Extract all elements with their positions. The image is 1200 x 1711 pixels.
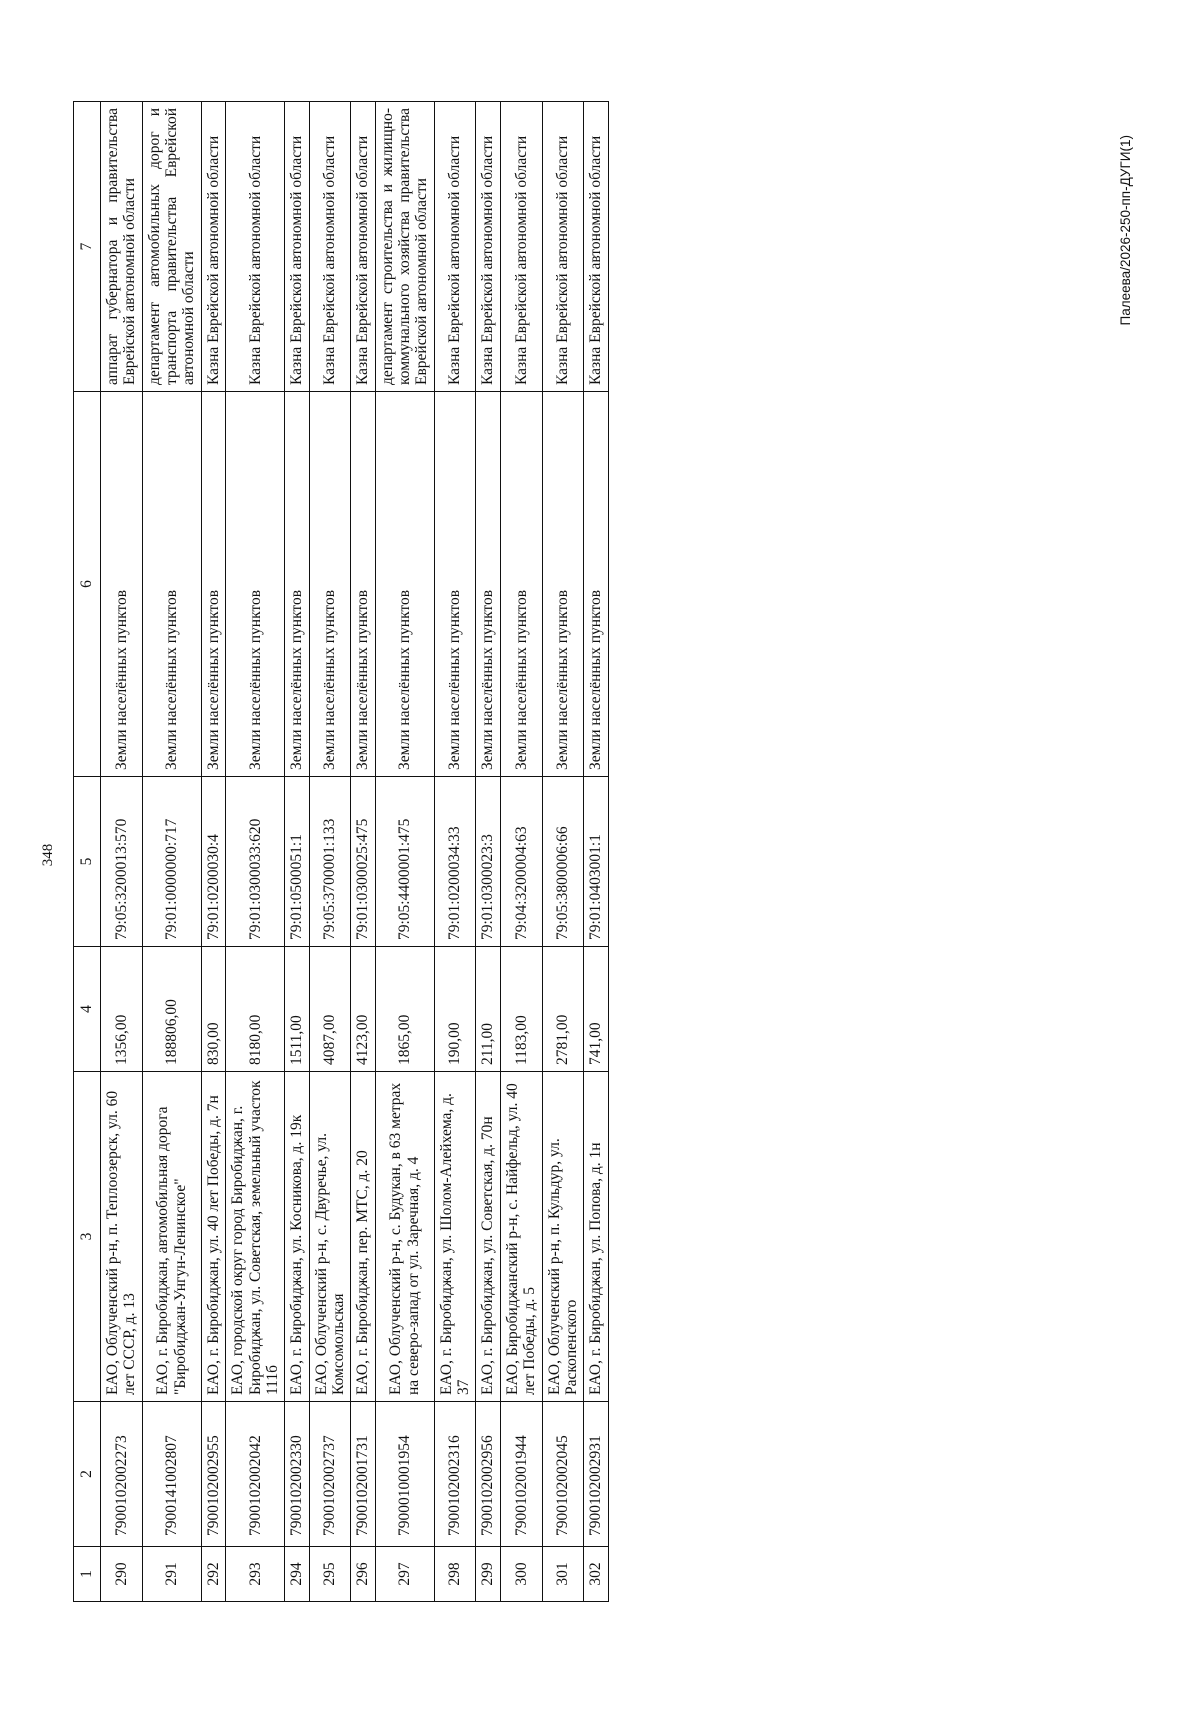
cadastral-number-cell: 79:01:0200034:33 — [434, 777, 476, 947]
table-row — [201, 102, 225, 1602]
cadastral-number-cell: 79:01:0300023:3 — [476, 777, 500, 947]
rights-holder-cell: Казна Еврейской автономной области — [434, 102, 476, 392]
land-category-cell: Земли населённых пунктов — [434, 392, 476, 777]
rotated-document-page — [35, 85, 1165, 1625]
table-row — [101, 102, 143, 1602]
area-cell: 1865,00 — [375, 947, 434, 1072]
area-cell: 8180,00 — [226, 947, 285, 1072]
area-cell: 211,00 — [476, 947, 500, 1072]
registry-code-cell: 7900102002042 — [226, 1402, 285, 1547]
area-cell: 4087,00 — [309, 947, 351, 1072]
registry-code-cell: 7900102002955 — [201, 1402, 225, 1547]
land-category-cell: Земли населённых пунктов — [101, 392, 143, 777]
address-cell: ЕАО, г. Биробиджан, автомобильная дорога "Биробиджан-Унгун-Ленинское" — [142, 1072, 201, 1402]
rights-holder-cell: Казна Еврейской автономной области — [476, 102, 500, 392]
cadastral-number-cell: 79:05:3700001:133 — [309, 777, 351, 947]
address-cell: ЕАО, г. Биробиджан, ул. 40 лет Победы, д. 7н — [201, 1072, 225, 1402]
area-cell: 1183,00 — [500, 947, 542, 1072]
table-row — [500, 102, 542, 1602]
land-category-cell: Земли населённых пунктов — [375, 392, 434, 777]
document-footer: Палеева/2026-250-пп-ДУГИ(1) — [1118, 135, 1133, 326]
column-header: 2 — [74, 1402, 101, 1547]
land-category-cell: Земли населённых пунктов — [142, 392, 201, 777]
registry-code-cell: 7900141002807 — [142, 1402, 201, 1547]
row-number-cell: 295 — [309, 1547, 351, 1602]
column-header: 1 — [74, 1547, 101, 1602]
rights-holder-cell: Казна Еврейской автономной области — [542, 102, 584, 392]
row-number-cell: 299 — [476, 1547, 500, 1602]
cadastral-number-cell: 79:01:0403001:1 — [584, 777, 608, 947]
column-number-header-row — [74, 102, 101, 1602]
land-category-cell: Земли населённых пунктов — [309, 392, 351, 777]
area-cell: 741,00 — [584, 947, 608, 1072]
row-number-cell: 294 — [285, 1547, 309, 1602]
address-cell: ЕАО, г. Биробиджан, ул. Косникова, д. 19к — [285, 1072, 309, 1402]
address-cell: ЕАО, Биробиджанский р-н, с. Найфельд, ул. 40 лет Победы, д. 5 — [500, 1072, 542, 1402]
table-row — [584, 102, 608, 1602]
cadastral-number-cell: 79:01:0000000:717 — [142, 777, 201, 947]
registry-code-cell: 7900102002330 — [285, 1402, 309, 1547]
cadastral-number-cell: 79:01:0300025:475 — [351, 777, 375, 947]
address-cell: ЕАО, городской округ город Биробиджан, г. Биробиджан, ул. Советская, земельный участок 111б — [226, 1072, 285, 1402]
table-row — [351, 102, 375, 1602]
area-cell: 1511,00 — [285, 947, 309, 1072]
cadastral-number-cell: 79:04:3200004:63 — [500, 777, 542, 947]
area-cell: 1356,00 — [101, 947, 143, 1072]
rights-holder-cell: Казна Еврейской автономной области — [584, 102, 608, 392]
land-category-cell: Земли населённых пунктов — [584, 392, 608, 777]
area-cell: 4123,00 — [351, 947, 375, 1072]
cadastral-number-cell: 79:05:3800006:66 — [542, 777, 584, 947]
column-header: 6 — [74, 392, 101, 777]
rights-holder-cell: аппарат губернатора и правительства Еврейской автономной области — [101, 102, 143, 392]
cadastral-number-cell: 79:05:3200013:570 — [101, 777, 143, 947]
row-number-cell: 290 — [101, 1547, 143, 1602]
cadastral-number-cell: 79:01:0500051:1 — [285, 777, 309, 947]
address-cell: ЕАО, Облученский р-н, с. Двуречье, ул. Комсомольская — [309, 1072, 351, 1402]
row-number-cell: 296 — [351, 1547, 375, 1602]
registry-code-cell: 7900010001954 — [375, 1402, 434, 1547]
area-cell: 830,00 — [201, 947, 225, 1072]
column-header: 5 — [74, 777, 101, 947]
column-header: 7 — [74, 102, 101, 392]
row-number-cell: 292 — [201, 1547, 225, 1602]
address-cell: ЕАО, г. Биробиджан, ул. Попова, д. 1н — [584, 1072, 608, 1402]
property-register-table — [73, 101, 609, 1602]
rights-holder-cell: департамент строительства и жилищно-коммунального хозяйства правительства Еврейской автономной области — [375, 102, 434, 392]
land-category-cell: Земли населённых пунктов — [285, 392, 309, 777]
address-cell: ЕАО, г. Биробиджан, ул. Советская, д. 70н — [476, 1072, 500, 1402]
cadastral-number-cell: 79:01:0200030:4 — [201, 777, 225, 947]
row-number-cell: 298 — [434, 1547, 476, 1602]
cadastral-number-cell: 79:05:4400001:475 — [375, 777, 434, 947]
registry-code-cell: 7900102002737 — [309, 1402, 351, 1547]
area-cell: 188806,00 — [142, 947, 201, 1072]
rights-holder-cell: Казна Еврейской автономной области — [226, 102, 285, 392]
table-row — [226, 102, 285, 1602]
row-number-cell: 300 — [500, 1547, 542, 1602]
row-number-cell: 297 — [375, 1547, 434, 1602]
rights-holder-cell: Казна Еврейской автономной области — [500, 102, 542, 392]
row-number-cell: 293 — [226, 1547, 285, 1602]
registry-code-cell: 7900102002931 — [584, 1402, 608, 1547]
land-category-cell: Земли населённых пунктов — [351, 392, 375, 777]
registry-code-cell: 7900102001944 — [500, 1402, 542, 1547]
registry-code-cell: 7900102002273 — [101, 1402, 143, 1547]
table-row — [309, 102, 351, 1602]
column-header: 4 — [74, 947, 101, 1072]
rights-holder-cell: Казна Еврейской автономной области — [309, 102, 351, 392]
registry-code-cell: 7900102002316 — [434, 1402, 476, 1547]
registry-code-cell: 7900102001731 — [351, 1402, 375, 1547]
row-number-cell: 291 — [142, 1547, 201, 1602]
land-category-cell: Земли населённых пунктов — [201, 392, 225, 777]
area-cell: 190,00 — [434, 947, 476, 1072]
address-cell: ЕАО, Облученский р-н, п. Теплоозерск, ул. 60 лет СССР, д. 13 — [101, 1072, 143, 1402]
row-number-cell: 301 — [542, 1547, 584, 1602]
land-category-cell: Земли населённых пунктов — [226, 392, 285, 777]
address-cell: ЕАО, г. Биробиджан, пер. МТС, д. 20 — [351, 1072, 375, 1402]
cadastral-number-cell: 79:01:0300033:620 — [226, 777, 285, 947]
rights-holder-cell: Казна Еврейской автономной области — [285, 102, 309, 392]
table-row — [375, 102, 434, 1602]
address-cell: ЕАО, г. Биробиджан, ул. Шолом-Алейхема, д. 37 — [434, 1072, 476, 1402]
row-number-cell: 302 — [584, 1547, 608, 1602]
table-row — [434, 102, 476, 1602]
table-row — [542, 102, 584, 1602]
rights-holder-cell: Казна Еврейской автономной области — [351, 102, 375, 392]
address-cell: ЕАО, Облученский р-н, п. Кульдур, ул. Раскопенского — [542, 1072, 584, 1402]
page-number: 348 — [40, 843, 56, 867]
land-category-cell: Земли населённых пунктов — [500, 392, 542, 777]
table-row — [285, 102, 309, 1602]
land-category-cell: Земли населённых пунктов — [542, 392, 584, 777]
rights-holder-cell: департамент автомобильных дорог и транспорта правительства Еврейской автономной области — [142, 102, 201, 392]
table-row — [142, 102, 201, 1602]
registry-code-cell: 7900102002045 — [542, 1402, 584, 1547]
address-cell: ЕАО, Облученский р-н, с. Будукан, в 63 метрах на северо-запад от ул. Заречная, д. 4 — [375, 1072, 434, 1402]
table-row — [476, 102, 500, 1602]
column-header: 3 — [74, 1072, 101, 1402]
rights-holder-cell: Казна Еврейской автономной области — [201, 102, 225, 392]
registry-code-cell: 7900102002956 — [476, 1402, 500, 1547]
area-cell: 2781,00 — [542, 947, 584, 1072]
land-category-cell: Земли населённых пунктов — [476, 392, 500, 777]
